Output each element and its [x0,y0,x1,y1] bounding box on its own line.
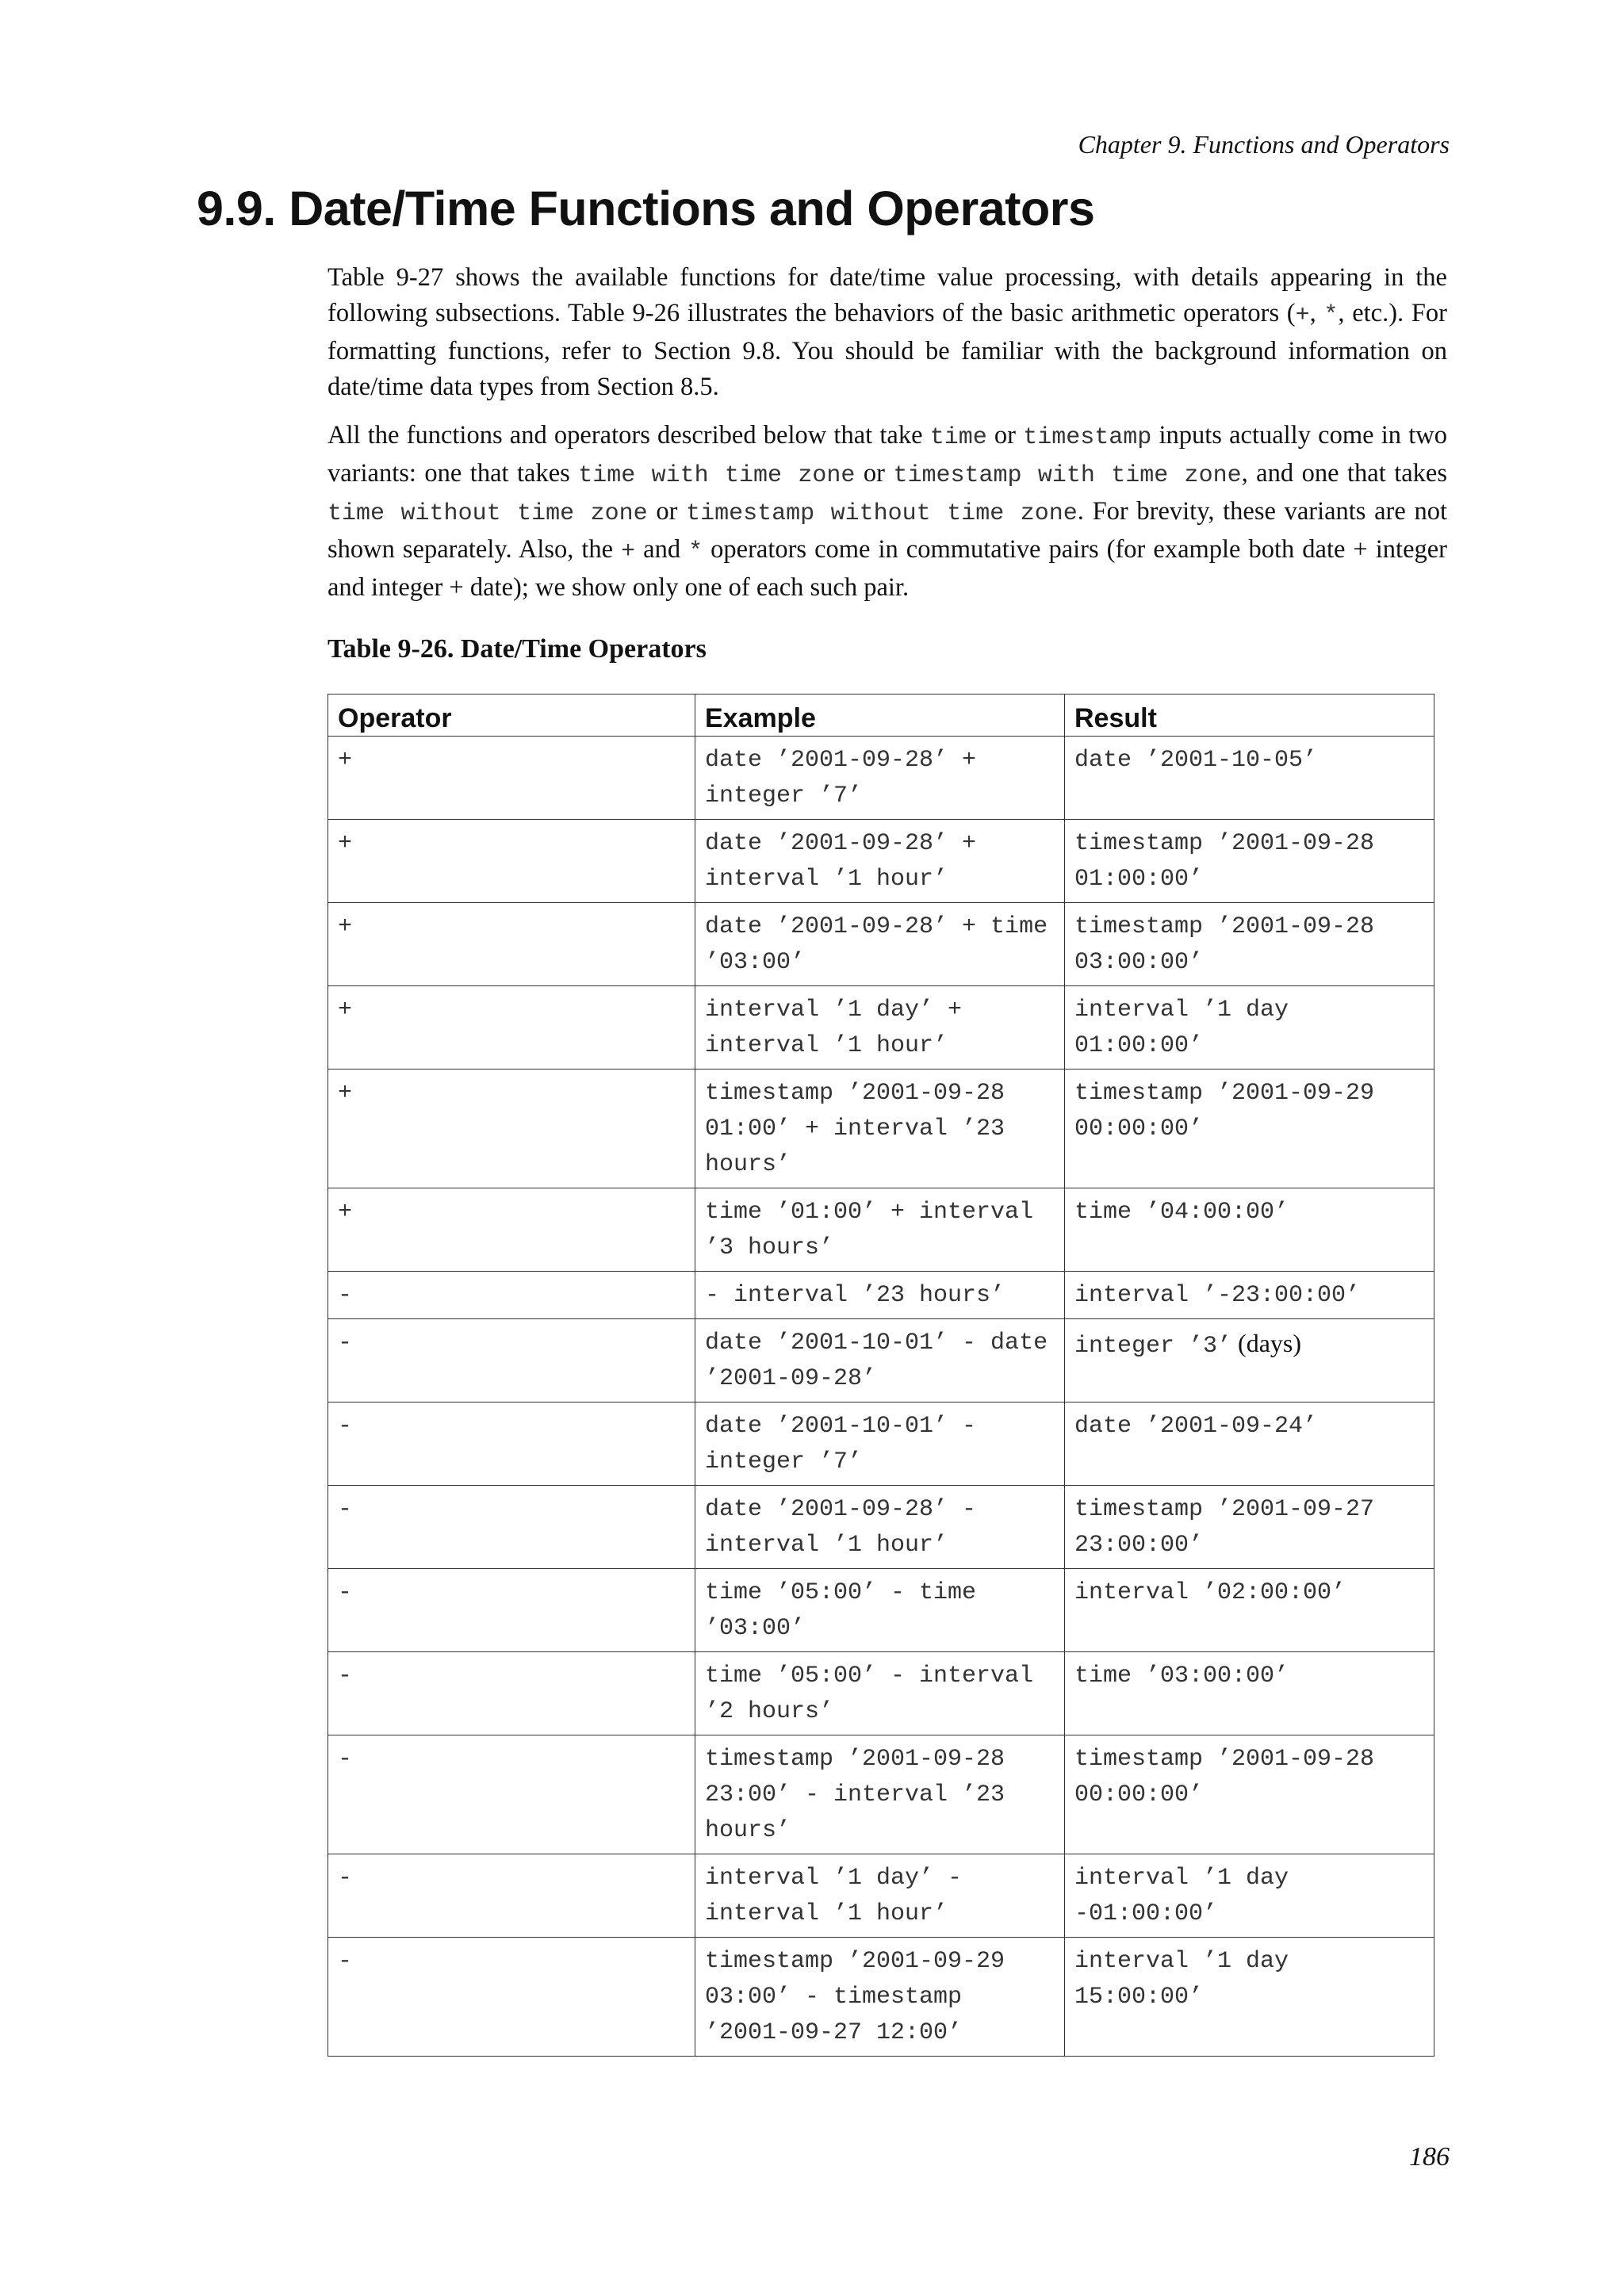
text-run: inputs actually come in two variants: one that takes [327,421,1447,488]
result-value: interval ’1 day 15:00:00’ [1074,1948,1289,2011]
result-cell [1065,1070,1434,1188]
result-value: timestamp ’2001-09-28 00:00:00’ [1074,1746,1375,1808]
inline-code: + [621,538,636,565]
result-cell [1065,1652,1434,1735]
text-run: , etc.). For formatting functions, refer to Section 9.8. You should be familiar with the background information on date/time data types from Section 8.5. [327,299,1447,401]
table-row [328,1070,1434,1188]
table-row [328,1402,1434,1486]
operators-table [327,694,1434,2057]
inline-code: timestamp [1023,424,1152,451]
table-row [328,1735,1434,1854]
result-cell [1065,1569,1434,1652]
operator-cell: - [328,1735,695,1854]
table-body [328,737,1434,2057]
example-cell: time ’05:00’ - time ’03:00’ [695,1569,1065,1652]
operator-cell: + [328,820,695,903]
example-cell: - interval ’23 hours’ [695,1272,1065,1319]
text-run: . For brevity, these variants are not shown separately. Also, the [327,497,1447,564]
result-cell [1065,1402,1434,1486]
example-cell: date ’2001-09-28’ + time ’03:00’ [695,903,1065,986]
example-cell: interval ’1 day’ - interval ’1 hour’ [695,1854,1065,1938]
result-value: date ’2001-09-24’ [1074,1413,1318,1440]
table-row [328,1272,1434,1319]
variants-paragraph [327,418,1447,606]
column-header-result: Result [1065,695,1434,737]
table-row [328,1652,1434,1735]
result-value: timestamp ’2001-09-28 01:00:00’ [1074,830,1375,893]
example-cell: date ’2001-09-28’ + integer ’7’ [695,737,1065,820]
intro-paragraph [327,260,1447,405]
table-row [328,986,1434,1070]
operator-cell: - [328,1938,695,2057]
example-cell: time ’01:00’ + interval ’3 hours’ [695,1188,1065,1272]
inline-code: timestamp with time zone [893,462,1242,489]
table-row [328,1569,1434,1652]
table-row [328,1319,1434,1402]
result-cell [1065,820,1434,903]
operator-cell: - [328,1569,695,1652]
operator-cell: - [328,1486,695,1569]
example-cell: date ’2001-09-28’ + interval ’1 hour’ [695,820,1065,903]
inline-code: time [929,424,987,451]
text-run: or [986,421,1024,450]
example-cell: time ’05:00’ - interval ’2 hours’ [695,1652,1065,1735]
operator-cell: - [328,1854,695,1938]
result-cell [1065,1272,1434,1319]
table-row [328,1938,1434,2057]
result-value: interval ’02:00:00’ [1074,1579,1346,1606]
result-value: timestamp ’2001-09-27 23:00:00’ [1074,1496,1375,1559]
operator-cell: + [328,1070,695,1188]
example-cell: date ’2001-10-01’ - date ’2001-09-28’ [695,1319,1065,1402]
text-run: or [855,459,894,488]
example-cell: timestamp ’2001-09-29 03:00’ - timestamp ’2001-09-27 12:00’ [695,1938,1065,2057]
section-title: 9.9. Date/Time Functions and Operators [197,182,1095,235]
text-run: operators come in commutative pairs (for example both date + integer and integer + date); we show only one of each such pair. [327,535,1448,602]
inline-code: time with time zone [578,462,856,489]
result-value: timestamp ’2001-09-29 00:00:00’ [1074,1080,1375,1142]
operator-cell: + [328,1188,695,1272]
result-value: date ’2001-10-05’ [1074,747,1318,774]
result-cell [1065,1735,1434,1854]
result-unit-note: (days) [1231,1329,1302,1357]
result-cell [1065,1188,1434,1272]
result-value: integer ’3’ [1074,1333,1232,1360]
example-cell: date ’2001-10-01’ - integer ’7’ [695,1402,1065,1486]
result-cell [1065,986,1434,1070]
result-cell [1065,1938,1434,2057]
result-value: interval ’1 day 01:00:00’ [1074,997,1289,1059]
table-row [328,1486,1434,1569]
example-cell: timestamp ’2001-09-28 23:00’ - interval ’23 hours’ [695,1735,1065,1854]
inline-code: time without time zone [327,500,648,527]
page-number: 186 [1409,2142,1450,2172]
example-cell: interval ’1 day’ + interval ’1 hour’ [695,986,1065,1070]
table-row [328,737,1434,820]
column-header-operator: Operator [328,695,695,737]
operator-cell: - [328,1272,695,1319]
example-cell: timestamp ’2001-09-28 01:00’ + interval ’23 hours’ [695,1070,1065,1188]
table-row [328,820,1434,903]
operator-cell: - [328,1319,695,1402]
text-run: Table 9-27 shows the available functions for date/time value processing, with details appearing in the following subsections. Table 9-26 illustrates the behaviors of the basic arithmetic operators ( [327,263,1447,327]
inline-code: timestamp without time zone [686,500,1078,527]
inline-code: + [1295,302,1310,329]
result-value: timestamp ’2001-09-28 03:00:00’ [1074,913,1375,976]
table-row [328,1854,1434,1938]
table-row [328,1188,1434,1272]
text-run: and [635,535,689,564]
table-caption: Table 9-26. Date/Time Operators [327,634,707,664]
result-cell [1065,1486,1434,1569]
table-row [328,903,1434,986]
result-cell [1065,903,1434,986]
text-run: All the functions and operators described below that take [327,421,930,450]
operator-cell: - [328,1402,695,1486]
operator-cell: - [328,1652,695,1735]
operator-cell: + [328,903,695,986]
text-run: , and one that takes [1241,459,1447,488]
result-value: time ’04:00:00’ [1074,1199,1289,1226]
result-cell [1065,1854,1434,1938]
text-run: , [1309,299,1324,327]
running-header: Chapter 9. Functions and Operators [1078,130,1450,159]
result-cell [1065,737,1434,820]
operator-cell: + [328,737,695,820]
text-run: or [647,497,687,526]
operator-cell: + [328,986,695,1070]
result-value: interval ’1 day -01:00:00’ [1074,1865,1289,1927]
example-cell: date ’2001-09-28’ - interval ’1 hour’ [695,1486,1065,1569]
column-header-example: Example [695,695,1065,737]
result-value: time ’03:00:00’ [1074,1663,1289,1689]
inline-code: * [688,538,703,565]
result-value: interval ’-23:00:00’ [1074,1282,1361,1309]
result-cell [1065,1319,1434,1402]
table-header-row [328,695,1434,737]
inline-code: * [1323,302,1339,329]
